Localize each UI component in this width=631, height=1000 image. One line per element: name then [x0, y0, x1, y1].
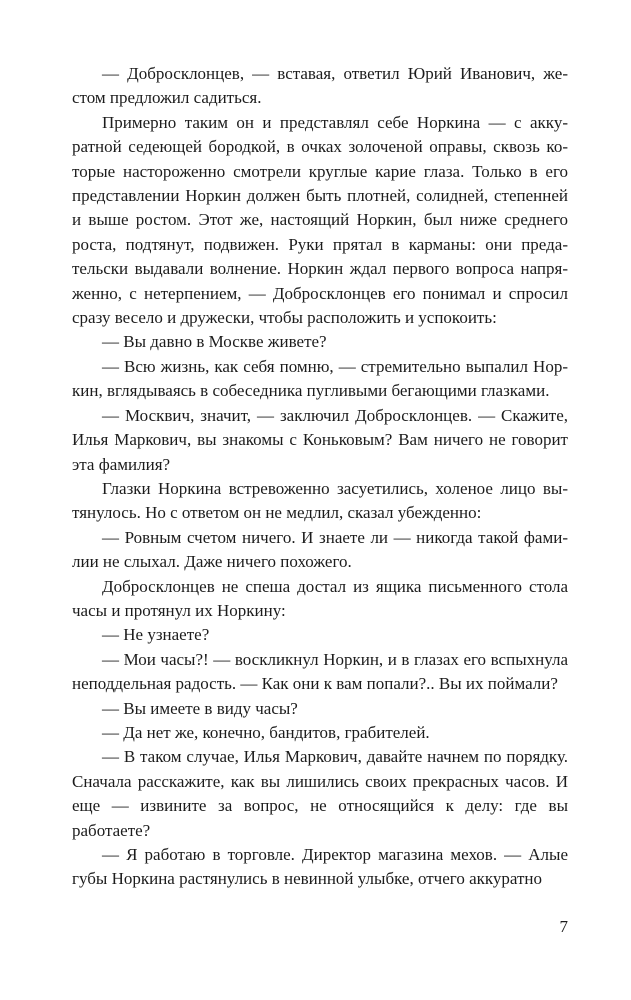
paragraph-4: — Всю жизнь, как себя помню, — стремительно выпалил Норкин, вглядываясь в собеседника пугливыми бегающими глазками.	[72, 356, 568, 401]
paragraph-8: Добросклонцев не спеша достал из ящика письменного стола часы и протянул их Норкину:	[72, 576, 568, 620]
paragraph-12: — Да нет же, конечно, бандитов, грабителей.	[102, 722, 430, 742]
paragraph-1: — Добросклонцев, — вставая, ответил Юрий Иванович, жестом предложил садиться.	[72, 64, 568, 108]
paragraph-10: — Мои часы?! — воскликнул Норкин, и в глазах его вспыхнула неподдельная радость. — Как они к вам попали?.. Вы их поймали?	[72, 649, 568, 694]
page-body-text	[72, 62, 568, 892]
paragraph-7: — Ровным счетом ничего. И знаете ли — никогда такой фамилии не слыхал. Даже ничего похожего.	[72, 527, 568, 572]
page-number: 7	[559, 917, 568, 936]
paragraph-3: — Вы давно в Москве живете?	[102, 332, 327, 352]
paragraph-11: — Вы имеете в виду часы?	[102, 698, 298, 718]
paragraph-6: Глазки Норкина встревоженно засуетились, холеное лицо вытянулось. Но с ответом он не медлил, сказал убежденно:	[72, 478, 568, 523]
paragraph-14: — Я работаю в торговле. Директор магазина мехов. — Алые губы Норкина растянулись в невинной улыбке, отчего аккуратно	[72, 845, 568, 889]
paragraph-5: — Москвич, значит, — заключил Добросклонцев. — Скажите, Илья Маркович, вы знакомы с Коньковым? Вам ничего не говорит эта фамилия?	[72, 405, 568, 474]
paragraph-9: — Не узнаете?	[102, 625, 210, 645]
paragraph-2: Примерно таким он и представлял себе Норкина — с аккуратной седеющей бородкой, в очках золоченой оправы, сквозь которые настороженно смотрели круглые карие глаза. Только в его представлении Норкин должен быть плотней, солидней, степенней и выше ростом. Этот же, настоящий Норкин, был ниже среднего роста, подтянут, подвижен. Руки прятал в карманы: они предательски выдавали волнение. Норкин ждал первого вопроса напряженно, с нетерпением, — Добросклонцев его понимал и спросил сразу весело и дружески, чтобы расположить и успокоить:	[72, 112, 568, 328]
paragraph-13: — В таком случае, Илья Маркович, давайте начнем по порядку. Сначала расскажите, как вы лишились своих прекрасных часов. И еще — извините за вопрос, не относящийся к делу: где вы работаете?	[72, 747, 568, 840]
